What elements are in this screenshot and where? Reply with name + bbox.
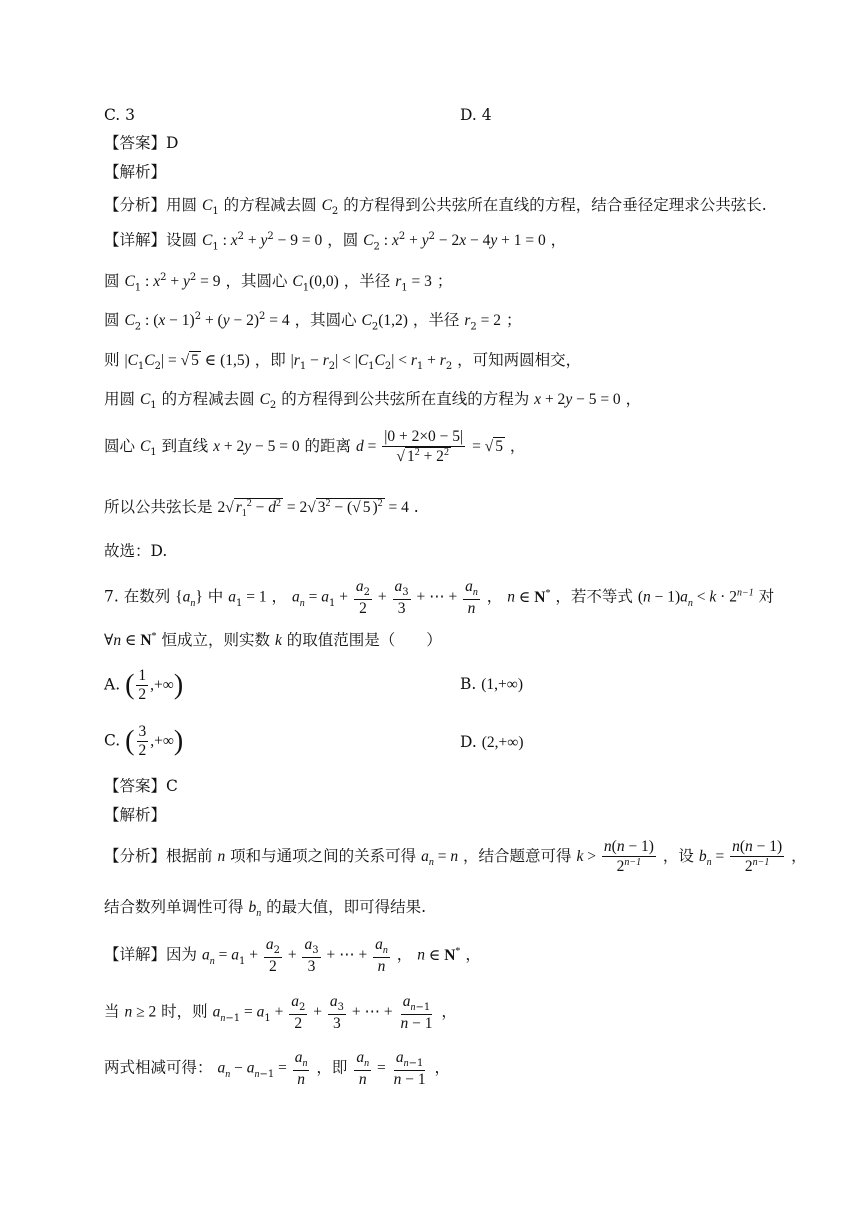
text: ， <box>441 1002 457 1021</box>
fenxi-tag: 【分析】 <box>104 196 167 214</box>
answer-q7: 【答案】C <box>104 777 178 795</box>
option-label: A. <box>104 675 121 694</box>
detail-line-2: 圆 $C_1$ : $x^2 + y^2 = 9$ ，其圆心 $C_1(0,0)$ ，半径 $r_1 = 3$ ； <box>104 272 453 294</box>
text: 的最大值，即可得结果. <box>266 898 427 916</box>
fenxi-q7-line-2: 结合数列单调性可得 $b_n$ 的最大值，即可得结果. <box>104 898 427 920</box>
text: 两式相减可得： <box>104 1058 213 1077</box>
text: ，可知两圆相交， <box>457 351 582 369</box>
text: 用圆 <box>104 390 136 408</box>
fenxi-tag: 【分析】 <box>104 846 167 865</box>
option-label: D. <box>460 733 477 751</box>
fenxi-q7: 【分析】根据前 n 项和与通项之间的关系可得 $a_n = n$ ，结合题意可得 k > $\frac{n(n - 1)}{2^{n-1}}$ ，设 $b_n$ = $\frac{n(n - 1)}{2^{n-1}}$ ， <box>104 838 807 875</box>
text: ，圆 <box>327 231 359 250</box>
text: . <box>413 498 419 517</box>
text: ， <box>486 587 503 606</box>
text: 圆 <box>104 311 120 330</box>
text: 到直线 <box>161 436 209 455</box>
text: 圆 <box>104 272 120 291</box>
text: ， <box>625 390 642 408</box>
text: 中 <box>207 587 224 606</box>
text: 因为 <box>166 945 198 964</box>
option-d-prev: D. 4 <box>460 106 492 124</box>
text: ； <box>436 272 453 291</box>
fenxi-q6: 【分析】用圆 $C_1$ 的方程减去圆 $C_2$ 的方程得到公共弦所在直线的方程，结合垂径定理求公共弦长. <box>104 196 767 218</box>
analysis-heading-q6: 【解析】 <box>104 163 167 181</box>
text: ， <box>396 945 413 964</box>
text: 所以公共弦长是 <box>104 498 213 517</box>
text: ，即 <box>316 1058 348 1077</box>
detail-line-3: 圆 $C_2$ : $(x - 1)^2 + (y - 2)^2 = 4$ ，其圆心 $C_2(1,2)$ ，半径 $r_2 = 2$ ； <box>104 311 522 333</box>
text: 根据前 <box>166 846 213 865</box>
detail-line-5: 用圆 $C_1$ 的方程减去圆 $C_2$ 的方程得到公共弦所在直线的方程为 x + 2y − 5 = 0 ， <box>104 390 642 412</box>
text: ， <box>791 846 807 865</box>
detail-line-7: 所以公共弦长是 2√ $r_1^2 - d^2 = 2√$ $3^2$ − (√ 5 )$^2$ = 4 . <box>104 498 419 520</box>
text: 的距离 <box>304 436 352 455</box>
q7-option-d: D. (2,+∞) <box>460 733 524 751</box>
text: ， <box>550 231 567 250</box>
xiangjie-tag: 【详解】 <box>104 231 167 250</box>
q7-stem-line-1: 7. 在数列 $\{a_n\}$ 中 $a_1 = 1$ ， $a_n = a_1$ + $\frac{a_2}{2}$ + $\frac{a_3}{3}$ + ⋯ + $\frac{a_n}{n}$ ， n ∈ N* ，若不等式 $(n - 1)a_n < k \cdot 2^{n-1}$ 对 <box>104 578 775 617</box>
text: ，结合题意可得 <box>463 846 572 865</box>
text: ，即 <box>254 351 286 369</box>
q7-option-b: B. (1,+∞) <box>460 675 524 693</box>
text: 项和与通项之间的关系可得 <box>230 846 417 865</box>
detail-line-6: 圆心 $C_1$ 到直线 x + 2y − 5 = 0 的距离 d = $\frac{|0 + 2\times 0 - 5|}{√ 1^2 + 2^2}$ = √ 5 ， <box>104 428 526 465</box>
text: 设圆 <box>166 231 198 250</box>
option-label: C. <box>104 731 121 750</box>
fenxi-text: 用圆 <box>166 196 198 214</box>
text: ， <box>434 1058 451 1077</box>
fenxi-text: 的方程得到公共弦所在直线的方程，结合垂径定理求公共弦长. <box>343 196 767 214</box>
text: ，其圆心 <box>294 311 357 330</box>
choose-q6: 故选：D. <box>104 542 168 560</box>
option-c-prev: C. 3 <box>104 106 136 124</box>
text: 圆心 <box>104 436 136 455</box>
text: 恒成立，则实数 <box>161 631 270 650</box>
detail-line-4: 则 $|C_1C_2|$ = √ 5 ∈ (1,5) ，即 $|r_1 - r_2| < |C_1C_2| < r_1 + r_2$ ，可知两圆相交， <box>104 351 582 373</box>
text: ， <box>509 436 526 455</box>
detail-q7-line-1: 【详解】因为 $a_n = a_1$ + $\frac{a_2}{2}$ + $\frac{a_3}{3}$ + ⋯ + $\frac{a_n}{n}$ ， n ∈ N* ， <box>104 936 481 975</box>
text: ，半径 <box>412 311 460 330</box>
text: ，若不等式 <box>555 587 633 606</box>
text: 对 <box>758 587 775 606</box>
xiangjie-tag: 【详解】 <box>104 945 167 964</box>
text: ， <box>271 587 288 606</box>
text: 则 <box>104 351 120 369</box>
text: ，设 <box>662 846 694 865</box>
text: 当 <box>104 1002 120 1021</box>
option-label: B. <box>460 675 477 693</box>
text: 结合数列单调性可得 <box>104 898 244 916</box>
text: ， <box>465 945 481 964</box>
detail-q7-line-2: 当 n ≥ 2 时，则 $a_{n-1} = a_1$ + $\frac{a_2}{2}$ + $\frac{a_3}{3}$ + ⋯ + $\frac{a_{n-1}}{n - 1}$ ， <box>104 993 457 1032</box>
fenxi-text: 的方程减去圆 <box>223 196 317 214</box>
text: ，其圆心 <box>225 272 288 291</box>
text: ； <box>505 311 522 330</box>
detail-q7-line-3: 两式相减可得： $a_n - a_{n-1}$ = $\frac{a_n}{n}$ ，即 $\frac{a_n}{n}$ = $\frac{a_{n-1}}{n - 1}$ ， <box>104 1049 451 1088</box>
q7-option-a: A. ( $\frac{1}{2}$ ,+∞) <box>104 667 184 703</box>
text: 的方程得到公共弦所在直线的方程为 <box>281 390 530 408</box>
q7-option-c: C. ( $\frac{3}{2}$ ,+∞) <box>104 723 184 759</box>
detail-line-1: 【详解】设圆 $C_1$ : $x^2 + y^2 - 9 = 0$ ，圆 $C_2$ : $x^2 + y^2 - 2x - 4y + 1 = 0$ ， <box>104 231 567 253</box>
answer-q6: 【答案】D <box>104 134 179 152</box>
text: 在数列 <box>123 587 171 606</box>
text: 的方程减去圆 <box>161 390 255 408</box>
text: 时，则 <box>161 1002 208 1021</box>
text: ，半径 <box>343 272 391 291</box>
analysis-heading-q7: 【解析】 <box>104 806 167 824</box>
text: 的取值范围是（ ） <box>286 631 442 650</box>
question-number: 7. <box>104 587 119 606</box>
q7-stem-line-2: ∀n ∈ N* 恒成立，则实数 k 的取值范围是（ ） <box>104 631 442 650</box>
